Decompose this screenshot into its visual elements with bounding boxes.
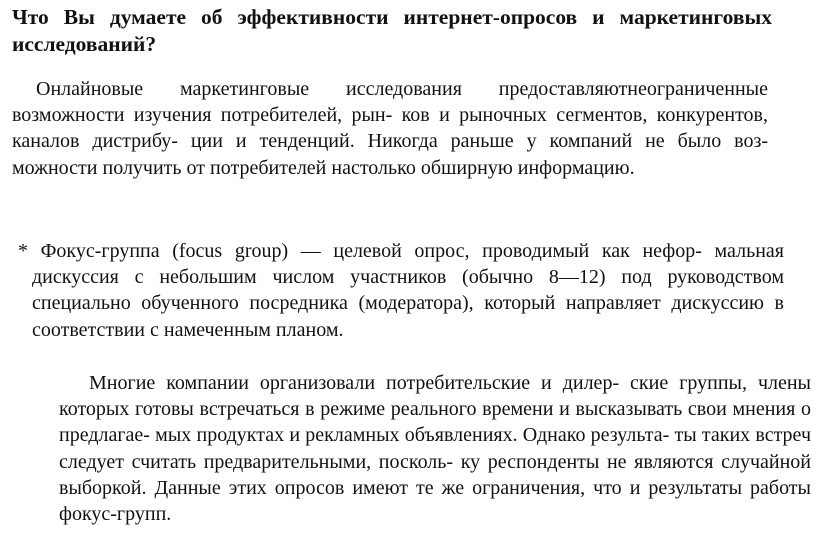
paragraph-consumer-groups: Многие компании организовали потребительские и дилер- ские группы, члены которых готовы встречаться в режиме реального времени и высказывать свои мнения о предлагае- мых продуктах и рекламных объявлениях. Однако результа- ты таких встреч следует считать предварительными, посколь- ку респонденты не являются случайной выборкой. Данные этих опросов имеют те же ограничения, что и результаты работы фокус-групп. [59, 372, 811, 526]
paragraph-online-research: Онлайновые маркетинговые исследования предоставляютнеограниченные возможности изучения потребителей, рын- ков и рыночных сегментов, конкурентов, каналов дистрибу- ции и тенденций. Никогда раньше у компаний не было воз- можности получить от потребителей настолько обширную информацию. [12, 78, 768, 179]
paragraph-focus-group-definition: * Фокус-группа (focus group) — целевой опрос, проводимый как нефор- мальная дискуссия с небольшим числом участников (обычно 8—12) под руководством специально обученного посредника (модератора), который направляет дискуссию в соответствии с намеченным планом. [18, 240, 784, 341]
slide-title: Что Вы думаете об эффективности интернет-опросов и маркетинговых исследований? [12, 5, 772, 56]
